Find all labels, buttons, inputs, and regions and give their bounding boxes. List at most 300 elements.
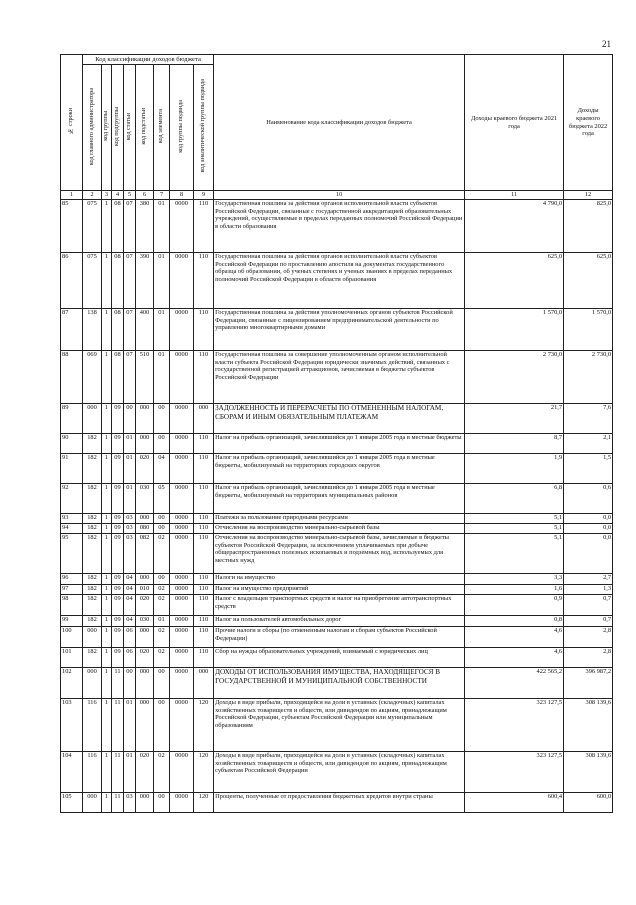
code-subgroup: 09 (112, 648, 124, 668)
code-subgroup: 08 (112, 309, 124, 351)
code-group: 1 (102, 309, 112, 351)
code-subtype-group: 0000 (170, 534, 194, 574)
code-admin: 000 (83, 627, 102, 648)
row-name: Сбор на нужды образовательных учреждений, взимаемый с юридических лиц (214, 648, 465, 668)
value-2021: 4,6 (465, 627, 564, 648)
code-subgroup: 11 (112, 668, 124, 699)
code-subtype-group: 0000 (170, 434, 194, 454)
code-element: 01 (154, 200, 170, 253)
code-group: 1 (102, 574, 112, 585)
code-analytic-group: 110 (194, 534, 214, 574)
code-article: 00 (124, 668, 136, 699)
table-row (61, 699, 613, 752)
code-group-header: Код классификации доходов бюджета (83, 55, 214, 65)
code-subgroup: 09 (112, 454, 124, 484)
code-analytic-group: 110 (194, 454, 214, 484)
value-2022: 2,8 (564, 648, 613, 668)
col-number: 5 (124, 191, 136, 200)
row-number: 90 (61, 434, 83, 454)
code-subarticle: 380 (136, 200, 154, 253)
code-group: 1 (102, 648, 112, 668)
code-analytic-group: 110 (194, 524, 214, 534)
value-2021: 4 790,0 (465, 200, 564, 253)
table-header (61, 55, 613, 200)
code-group: 1 (102, 514, 112, 524)
code-analytic-group: 110 (194, 200, 214, 253)
value-2022: 396 987,2 (564, 668, 613, 699)
code-subtype-group: 0000 (170, 793, 194, 813)
table-row (61, 253, 613, 309)
code-subarticle-header: код подстатьи (136, 65, 154, 191)
code-group: 1 (102, 484, 112, 514)
table-row (61, 434, 613, 454)
code-element: 05 (154, 484, 170, 514)
code-subarticle: 020 (136, 648, 154, 668)
code-admin: 182 (83, 434, 102, 454)
table-row (61, 668, 613, 699)
row-name: Прочие налоги и сборы (по отмененным налогам и сборам субъектов Российской Федерации) (214, 627, 465, 648)
code-analytic-group: 110 (194, 616, 214, 627)
code-group: 1 (102, 404, 112, 434)
row-number: 97 (61, 585, 83, 595)
value-2021: 625,0 (465, 253, 564, 309)
table-row (61, 484, 613, 514)
code-subarticle: 080 (136, 524, 154, 534)
code-admin: 182 (83, 454, 102, 484)
table-row (61, 648, 613, 668)
table-row (61, 627, 613, 648)
code-element: 02 (154, 752, 170, 793)
year-2021-header: Доходы краевого бюджета 2021 года (465, 55, 564, 191)
code-analytic-group: 110 (194, 434, 214, 454)
code-subgroup-header: код подгруппы (112, 65, 124, 191)
code-subarticle: 020 (136, 595, 154, 616)
code-analytic-group: 110 (194, 585, 214, 595)
row-name: Государственная пошлина за действия органов исполнительной власти субъектов Российской Федерации, связанные с государственной аккредитацией образовательных учреждений, осуществляемые в пределах переданных полномочий Российской Федерации в области образования (214, 200, 465, 253)
code-group: 1 (102, 524, 112, 534)
code-subtype-group: 0000 (170, 309, 194, 351)
row-number: 89 (61, 404, 83, 434)
code-analytic-group: 110 (194, 627, 214, 648)
row-number: 93 (61, 514, 83, 524)
code-article: 03 (124, 793, 136, 813)
code-group: 1 (102, 200, 112, 253)
code-analytic-group: 120 (194, 752, 214, 793)
row-name: Доходы в виде прибыли, приходящейся на доли в уставных (складочных) капиталах хозяйственных товариществ и обществ, или дивидендов по акциям, принадлежащим субъектам Российской Федерации (214, 752, 465, 793)
table-row (61, 585, 613, 595)
code-subgroup: 09 (112, 585, 124, 595)
value-2022: 0,6 (564, 484, 613, 514)
code-subtype-group: 0000 (170, 524, 194, 534)
value-2021: 3,3 (465, 574, 564, 585)
code-admin: 000 (83, 793, 102, 813)
table-row (61, 514, 613, 524)
value-2022: 7,6 (564, 404, 613, 434)
code-admin: 182 (83, 514, 102, 524)
row-number: 94 (61, 524, 83, 534)
code-subgroup: 09 (112, 616, 124, 627)
code-subgroup: 09 (112, 404, 124, 434)
row-number: 100 (61, 627, 83, 648)
code-subarticle: 082 (136, 534, 154, 574)
value-2022: 825,0 (564, 200, 613, 253)
code-article: 01 (124, 484, 136, 514)
value-2021: 5,1 (465, 514, 564, 524)
code-article: 04 (124, 595, 136, 616)
code-subtype-group: 0000 (170, 627, 194, 648)
row-name: Налог на имущество предприятий (214, 585, 465, 595)
row-number: 95 (61, 534, 83, 574)
code-element: 01 (154, 309, 170, 351)
code-article: 06 (124, 648, 136, 668)
table-row (61, 595, 613, 616)
code-element: 01 (154, 351, 170, 404)
row-number: 96 (61, 574, 83, 585)
code-subarticle: 000 (136, 574, 154, 585)
code-element: 04 (154, 454, 170, 484)
value-2022: 0,0 (564, 524, 613, 534)
code-group: 1 (102, 534, 112, 574)
code-subgroup: 08 (112, 253, 124, 309)
col-number: 8 (170, 191, 194, 200)
row-name: Платежи за пользование природными ресурсами (214, 514, 465, 524)
code-subtype-group: 0000 (170, 668, 194, 699)
code-analytic-group: 120 (194, 793, 214, 813)
code-article: 04 (124, 585, 136, 595)
code-article: 01 (124, 434, 136, 454)
code-group: 1 (102, 668, 112, 699)
col-number: 2 (83, 191, 102, 200)
row-number: 105 (61, 793, 83, 813)
code-subtype-group: 0000 (170, 200, 194, 253)
code-subtype-group: 0000 (170, 648, 194, 668)
code-group: 1 (102, 627, 112, 648)
code-admin: 182 (83, 595, 102, 616)
value-2021: 323 127,5 (465, 752, 564, 793)
code-admin: 182 (83, 484, 102, 514)
code-element: 02 (154, 648, 170, 668)
code-element: 00 (154, 434, 170, 454)
row-name: Отчисления на воспроизводство минерально-сырьевой базы (214, 524, 465, 534)
code-analytic-group-header: код аналитической группы подвида (194, 65, 214, 191)
code-subgroup: 09 (112, 534, 124, 574)
value-2022: 0,7 (564, 595, 613, 616)
row-number: 102 (61, 668, 83, 699)
col-number: 9 (194, 191, 214, 200)
code-group: 1 (102, 434, 112, 454)
row-name: ДОХОДЫ ОТ ИСПОЛЬЗОВАНИЯ ИМУЩЕСТВА, НАХОДЯЩЕГОСЯ В ГОСУДАРСТВЕННОЙ И МУНИЦИПАЛЬНОЙ СОБСТВЕННОСТИ (214, 668, 465, 699)
code-subgroup: 11 (112, 699, 124, 752)
col-number: 4 (112, 191, 124, 200)
code-article: 01 (124, 454, 136, 484)
code-admin: 000 (83, 668, 102, 699)
code-subgroup: 09 (112, 627, 124, 648)
code-subgroup: 11 (112, 752, 124, 793)
row-number: 85 (61, 200, 83, 253)
code-admin: 182 (83, 534, 102, 574)
col-number: 1 (61, 191, 83, 200)
code-article: 06 (124, 627, 136, 648)
code-element: 00 (154, 574, 170, 585)
value-2022: 2,7 (564, 574, 613, 585)
row-name: Налоги на имущество (214, 574, 465, 585)
value-2021: 1 570,0 (465, 309, 564, 351)
code-analytic-group: 110 (194, 484, 214, 514)
table-body (61, 200, 613, 813)
code-subarticle: 390 (136, 253, 154, 309)
code-subarticle: 510 (136, 351, 154, 404)
code-element: 00 (154, 404, 170, 434)
code-admin: 069 (83, 351, 102, 404)
code-element: 02 (154, 585, 170, 595)
code-subgroup: 09 (112, 595, 124, 616)
code-subarticle: 010 (136, 585, 154, 595)
code-element: 00 (154, 793, 170, 813)
code-subgroup: 09 (112, 484, 124, 514)
value-2021: 5,1 (465, 534, 564, 574)
row-name: Налог на пользователей автомобильных дорог (214, 616, 465, 627)
code-element-header: код элемента (154, 65, 170, 191)
value-2021: 323 127,5 (465, 699, 564, 752)
code-subgroup: 09 (112, 434, 124, 454)
code-analytic-group: 110 (194, 309, 214, 351)
code-subarticle: 400 (136, 309, 154, 351)
row-name: Налог на прибыль организаций, зачислявшийся до 1 января 2005 года в местные бюджеты (214, 434, 465, 454)
code-subtype-group: 0000 (170, 574, 194, 585)
table-row (61, 309, 613, 351)
code-admin: 182 (83, 574, 102, 585)
col-number: 3 (102, 191, 112, 200)
code-subtype-group: 0000 (170, 699, 194, 752)
row-number-header: № строки (61, 55, 83, 191)
row-name: Налог на прибыль организаций, зачислявшийся до 1 января 2005 года в местные бюджеты, мобилизуемый на территориях городских округов (214, 454, 465, 484)
code-analytic-group: 110 (194, 574, 214, 585)
code-analytic-group: 110 (194, 595, 214, 616)
code-analytic-group: 000 (194, 668, 214, 699)
code-group: 1 (102, 752, 112, 793)
table-row (61, 454, 613, 484)
code-article: 04 (124, 574, 136, 585)
value-2022: 1,3 (564, 585, 613, 595)
value-2022: 625,0 (564, 253, 613, 309)
code-admin: 138 (83, 309, 102, 351)
code-subarticle: 020 (136, 454, 154, 484)
code-admin: 182 (83, 585, 102, 595)
code-article: 01 (124, 752, 136, 793)
code-element: 01 (154, 253, 170, 309)
name-header: Наименование кода классификации доходов бюджета (214, 55, 465, 191)
value-2022: 2 730,0 (564, 351, 613, 404)
table-row (61, 351, 613, 404)
row-number: 99 (61, 616, 83, 627)
code-admin: 182 (83, 524, 102, 534)
code-subarticle: 000 (136, 793, 154, 813)
code-subtype-group: 0000 (170, 514, 194, 524)
revenue-table (60, 54, 613, 813)
value-2021: 1,9 (465, 454, 564, 484)
table-row (61, 616, 613, 627)
code-element: 01 (154, 616, 170, 627)
row-number: 92 (61, 484, 83, 514)
code-subtype-group: 0000 (170, 616, 194, 627)
value-2021: 6,8 (465, 484, 564, 514)
row-name: Проценты, полученные от предоставления бюджетных кредитов внутри страны (214, 793, 465, 813)
code-subtype-group-header: код группы подвида (170, 65, 194, 191)
value-2022: 0,0 (564, 534, 613, 574)
row-number: 88 (61, 351, 83, 404)
code-article: 07 (124, 351, 136, 404)
code-analytic-group: 110 (194, 351, 214, 404)
value-2021: 5,1 (465, 524, 564, 534)
code-article: 03 (124, 534, 136, 574)
value-2021: 422 565,2 (465, 668, 564, 699)
value-2021: 2 730,0 (465, 351, 564, 404)
code-group-col-header: код группы (102, 65, 112, 191)
column-numbers-row (61, 191, 613, 200)
code-group: 1 (102, 454, 112, 484)
code-admin: 116 (83, 752, 102, 793)
col-number: 11 (465, 191, 564, 200)
code-element: 00 (154, 524, 170, 534)
page-number: 21 (602, 39, 611, 49)
year-2022-header: Доходы краевого бюджета 2022 года (564, 55, 613, 191)
code-admin: 182 (83, 648, 102, 668)
code-group: 1 (102, 793, 112, 813)
table-row (61, 793, 613, 813)
code-subgroup: 11 (112, 793, 124, 813)
row-number: 86 (61, 253, 83, 309)
code-subgroup: 08 (112, 351, 124, 404)
code-element: 02 (154, 595, 170, 616)
col-number: 12 (564, 191, 613, 200)
row-number: 104 (61, 752, 83, 793)
code-subarticle: 000 (136, 668, 154, 699)
code-article: 03 (124, 514, 136, 524)
code-subarticle: 000 (136, 434, 154, 454)
code-article: 04 (124, 616, 136, 627)
code-subarticle: 030 (136, 616, 154, 627)
code-element: 00 (154, 668, 170, 699)
code-subtype-group: 0000 (170, 253, 194, 309)
code-subarticle: 000 (136, 404, 154, 434)
code-subgroup: 09 (112, 524, 124, 534)
code-group: 1 (102, 616, 112, 627)
code-admin: 116 (83, 699, 102, 752)
value-2021: 600,4 (465, 793, 564, 813)
code-article: 01 (124, 699, 136, 752)
row-name: Государственная пошлина за действия уполномоченных органов субъектов Российской Федерации, связанные с лицензированием предпринимательской деятельности по управлению многоквартирными домами (214, 309, 465, 351)
code-subtype-group: 0000 (170, 752, 194, 793)
code-group: 1 (102, 699, 112, 752)
value-2021: 4,6 (465, 648, 564, 668)
code-group: 1 (102, 253, 112, 309)
code-subarticle: 020 (136, 752, 154, 793)
value-2021: 0,8 (465, 616, 564, 627)
code-analytic-group: 110 (194, 648, 214, 668)
row-name: Налог на прибыль организаций, зачислявшийся до 1 января 2005 года в местные бюджеты, мобилизуемый на территориях муниципальных районов (214, 484, 465, 514)
value-2021: 21,7 (465, 404, 564, 434)
col-number: 7 (154, 191, 170, 200)
code-element: 00 (154, 514, 170, 524)
code-subarticle: 000 (136, 514, 154, 524)
code-article-header: код статьи (124, 65, 136, 191)
table-row (61, 534, 613, 574)
table-row (61, 574, 613, 585)
table-row (61, 200, 613, 253)
row-number: 103 (61, 699, 83, 752)
code-subarticle: 030 (136, 484, 154, 514)
table-row (61, 524, 613, 534)
table-row (61, 752, 613, 793)
code-analytic-group: 000 (194, 404, 214, 434)
code-article: 07 (124, 200, 136, 253)
code-subarticle: 000 (136, 627, 154, 648)
value-2022: 0,7 (564, 616, 613, 627)
code-admin: 182 (83, 616, 102, 627)
row-name: Отчисления на воспроизводство минерально-сырьевой базы, зачисляемые в бюджеты субъектов Российской Федерации, за исключением уплачиваемых при добыче общераспространенных полезных ископаемых и подземных вод, используемых для местных нужд (214, 534, 465, 574)
code-element: 02 (154, 627, 170, 648)
code-article: 07 (124, 253, 136, 309)
code-group: 1 (102, 585, 112, 595)
value-2022: 0,0 (564, 514, 613, 524)
value-2021: 0,9 (465, 595, 564, 616)
code-subtype-group: 0000 (170, 595, 194, 616)
code-subtype-group: 0000 (170, 484, 194, 514)
row-name: Государственная пошлина за совершение уполномоченным органом исполнительной власти субъекта Российской Федерации юридически значимых действий, связанных с государственной регистрацией аттракционов, зачисляемая в бюджеты субъектов Российской Федерации (214, 351, 465, 404)
value-2022: 1,5 (564, 454, 613, 484)
code-subgroup: 09 (112, 574, 124, 585)
code-subtype-group: 0000 (170, 404, 194, 434)
value-2022: 308 139,6 (564, 752, 613, 793)
col-number: 6 (136, 191, 154, 200)
code-subgroup: 09 (112, 514, 124, 524)
code-analytic-group: 110 (194, 253, 214, 309)
row-number: 87 (61, 309, 83, 351)
value-2022: 2,8 (564, 627, 613, 648)
value-2021: 8,7 (465, 434, 564, 454)
row-name: Доходы в виде прибыли, приходящейся на доли в уставных (складочных) капиталах хозяйственных товариществ и обществ, или дивидендов по акциям, принадлежащим Российской Федерации, субъектам Российской Федерации или муниципальным образованиям (214, 699, 465, 752)
col-number: 10 (214, 191, 465, 200)
code-article: 03 (124, 524, 136, 534)
value-2022: 2,1 (564, 434, 613, 454)
table-row (61, 404, 613, 434)
value-2021: 1,6 (465, 585, 564, 595)
code-group: 1 (102, 351, 112, 404)
row-name: ЗАДОЛЖЕННОСТЬ И ПЕРЕРАСЧЕТЫ ПО ОТМЕНЕННЫМ НАЛОГАМ, СБОРАМ И ИНЫМ ОБЯЗАТЕЛЬНЫМ ПЛАТЕЖАМ (214, 404, 465, 434)
code-analytic-group: 110 (194, 514, 214, 524)
value-2022: 600,0 (564, 793, 613, 813)
value-2022: 1 570,0 (564, 309, 613, 351)
value-2022: 308 139,6 (564, 699, 613, 752)
code-admin: 075 (83, 253, 102, 309)
row-name: Налог с владельцев транспортных средств и налог на приобретение автотранспортных средств (214, 595, 465, 616)
code-subarticle: 000 (136, 699, 154, 752)
code-admin: 075 (83, 200, 102, 253)
code-subtype-group: 0000 (170, 351, 194, 404)
row-number: 91 (61, 454, 83, 484)
code-article: 07 (124, 309, 136, 351)
code-article: 00 (124, 404, 136, 434)
row-number: 101 (61, 648, 83, 668)
code-admin-header: код главного администратора (83, 65, 102, 191)
row-number: 98 (61, 595, 83, 616)
code-element: 02 (154, 534, 170, 574)
code-group: 1 (102, 595, 112, 616)
code-subtype-group: 0000 (170, 454, 194, 484)
row-name: Государственная пошлина за действия органов исполнительной власти субъектов Российской Федерации по проставлению апостиля на документах государственного образца об образовании, об ученых степенях и ученых званиях в пределах переданных полномочий Российской Федерации в области образования (214, 253, 465, 309)
code-subtype-group: 0000 (170, 585, 194, 595)
code-subgroup: 08 (112, 200, 124, 253)
